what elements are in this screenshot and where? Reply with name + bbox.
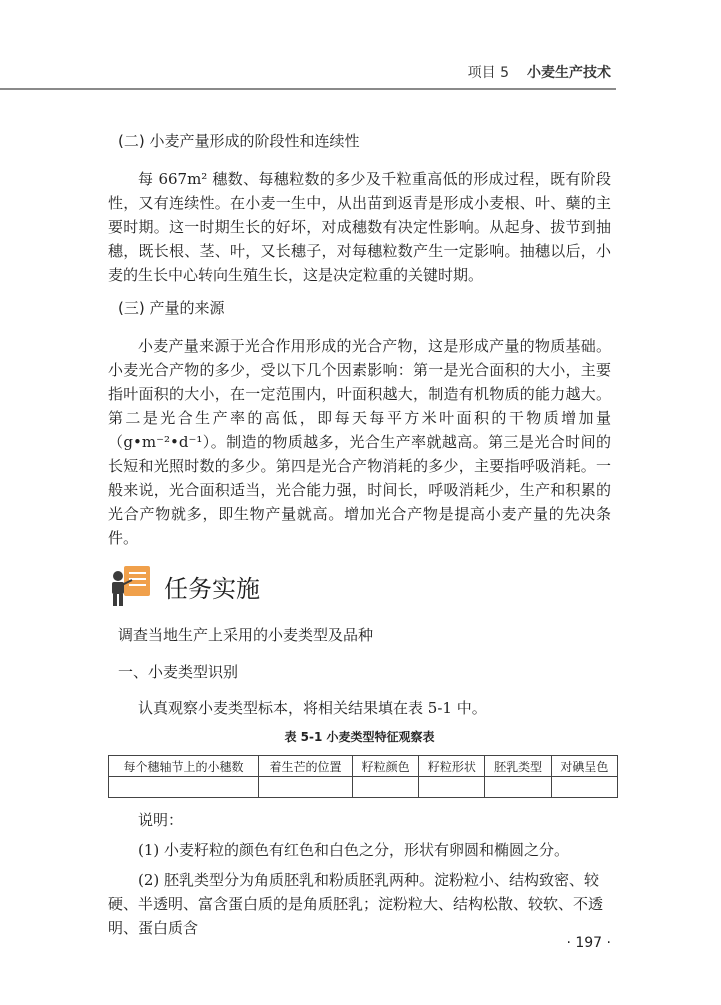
- table-cell: [485, 777, 551, 798]
- task-subtitle: 调查当地生产上采用的小麦类型及品种: [118, 626, 374, 644]
- observation-table: [108, 755, 618, 798]
- notes-lead: 说明：: [138, 811, 184, 829]
- part1-title: 一、小麦类型识别: [118, 663, 239, 681]
- header-title: 小麦生产技术: [527, 65, 611, 81]
- table-header-cell: 着生芒的位置: [258, 756, 352, 777]
- table-cell: [258, 777, 352, 798]
- table-header-row: [109, 756, 618, 777]
- section-2-paragraph: 每 667m² 穗数、每穗粒数的多少及千粒重高低的形成过程，既有阶段性，又有连续性。在小麦一生中，从出苗到返青是形成小麦根、叶、蘖的主要时期。这一时期生长的好坏，对成穗数有决定性影响。从起身、拔节到抽穗，既长根、茎、叶，又长穗子，对每穗粒数产生一定影响。抽穗以后，小麦的生长中心转向生殖生长，这是决定粒重的关键时期。: [108, 170, 611, 284]
- part1-text: 认真观察小麦类型标本，将相关结果填在表 5-1 中。: [138, 699, 487, 717]
- table-cell: [353, 777, 419, 798]
- task-title: 任务实施: [164, 574, 260, 603]
- task-heading: [108, 564, 611, 608]
- table-header-cell: 籽粒形状: [419, 756, 485, 777]
- table-row: [109, 777, 618, 798]
- section-title-2: (二) 小麦产量形成的阶段性和连续性: [118, 132, 360, 150]
- teacher-icon: [108, 564, 154, 608]
- table-caption: 表 5-1 小麦类型特征观察表: [284, 730, 435, 744]
- notes-item: (2) 胚乳类型分为角质胚乳和粉质胚乳两种。淀粉粒小、结构致密、较硬、半透明、富含蛋白质的是角质胚乳；淀粉粒大、结构松散、较软、不透明、蛋白质含: [108, 871, 604, 937]
- notes: [108, 808, 611, 940]
- table-header-cell: 对碘呈色: [551, 756, 617, 777]
- table-cell: [419, 777, 485, 798]
- header-rule: [0, 88, 616, 90]
- page-content: [108, 120, 611, 946]
- page-number: · 197 ·: [566, 935, 611, 951]
- notes-item: (1) 小麦籽粒的颜色有红色和白色之分，形状有卵圆和椭圆之分。: [138, 841, 570, 859]
- table-header-cell: 胚乳类型: [485, 756, 551, 777]
- section-title-3: (三) 产量的来源: [118, 299, 225, 317]
- table-cell: [551, 777, 617, 798]
- project-label: 项目 5: [467, 65, 509, 81]
- running-header: [468, 62, 611, 82]
- table-header-cell: 每个穗轴节上的小穗数: [109, 756, 259, 777]
- section-3-paragraph: 小麦产量来源于光合作用形成的光合产物，这是形成产量的物质基础。小麦光合产物的多少，受以下几个因素影响：第一是光合面积的大小，主要指叶面积的大小，在一定范围内，叶面积越大，制造有机物质的能力越大。第二是光合生产率的高低，即每天每平方米叶面积的干物质增加量（g•m⁻²•d⁻¹）。制造的物质越多，光合生产率就越高。第三是光合时间的长短和光照时数的多少。第四是光合产物消耗的多少，主要指呼吸消耗。一般来说，光合面积适当，光合能力强，时间长，呼吸消耗少，生产和积累的光合产物就多，即生物产量就高。增加光合产物是提高小麦产量的先决条件。: [108, 337, 611, 547]
- table-cell: [109, 777, 259, 798]
- table-header-cell: 籽粒颜色: [353, 756, 419, 777]
